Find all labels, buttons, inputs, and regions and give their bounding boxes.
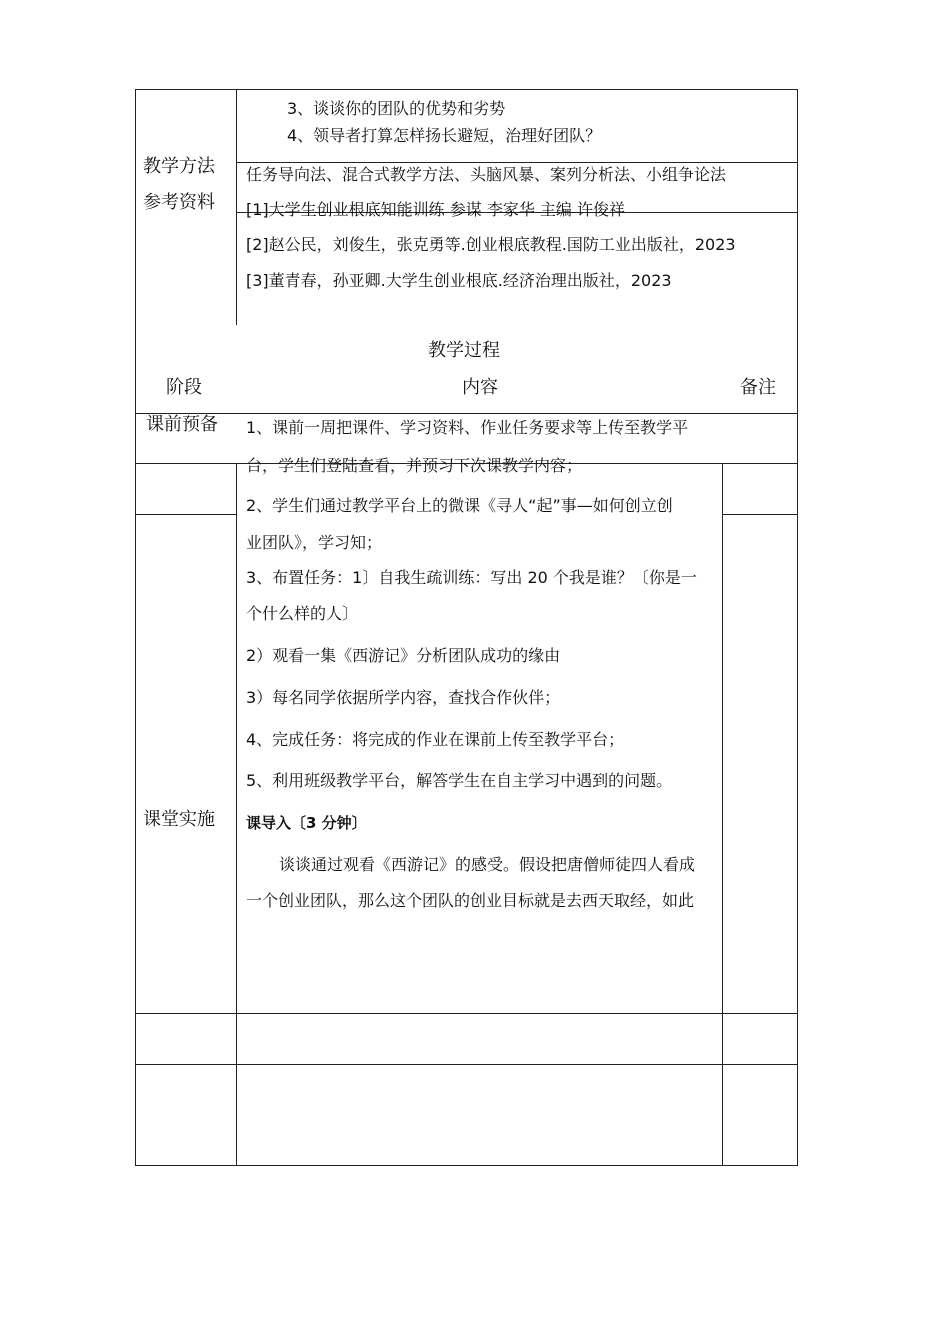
pre-class-line: 3）每名同学依据所学内容，查找合作伙伴； [246, 688, 561, 707]
method-value: 任务导向法、混合式教学方法、头脑风暴、案列分析法、小组争论法 [246, 165, 727, 184]
column-divider-note [722, 463, 723, 1166]
table-border-bottom [135, 1165, 798, 1166]
column-divider-label [236, 89, 237, 325]
reference-item: [3]董青春，孙亚卿.大学生创业根底.经济治理出版社，2023 [246, 271, 672, 290]
row-divider [135, 514, 237, 515]
table-border-right [797, 89, 798, 1166]
pre-class-line: 2、学生们通过教学平台上的微课《寻人“起”事—如何创立创 [246, 496, 673, 515]
in-class-label: 课堂实施 [143, 809, 215, 830]
pre-class-line: 1、课前一周把课件、学习资料、作业任务要求等上传至教学平 [246, 418, 689, 437]
pre-class-line: 4、完成任务：将完成的作业在课前上传至教学平台； [246, 730, 625, 749]
method-label: 教学方法 [143, 156, 215, 177]
pre-class-line: 台，学生们登陆查看，并预习下次课教学内容； [246, 456, 583, 475]
column-divider-label [236, 463, 237, 1166]
row-divider [135, 89, 798, 90]
references-label: 参考资料 [143, 192, 215, 213]
row-divider [236, 162, 798, 163]
reference-item: [1]大学生创业根底知能训练 参谋 李家华 主编 许俊祥 [246, 200, 626, 219]
pre-class-line: 2）观看一集《西游记》分析团队成功的缘由 [246, 646, 561, 665]
row-divider [135, 413, 798, 414]
pre-class-line: 业团队》，学习知； [246, 533, 383, 552]
table-border-left [135, 89, 136, 1166]
objective-item: 3、谈谈你的团队的优势和劣势 [287, 99, 506, 118]
in-class-line: 谈谈通过观看《西游记》的感受。假设把唐僧师徒四人看成 [279, 855, 696, 874]
row-divider [135, 1013, 798, 1014]
process-title: 教学过程 [428, 340, 500, 361]
pre-class-line: 3、布置任务：1〕自我生疏训练：写出 20 个我是谁？〔你是一 [246, 568, 697, 587]
row-divider [135, 1064, 798, 1065]
objective-item: 4、领导者打算怎样扬长避短，治理好团队？ [287, 126, 602, 145]
in-class-heading: 课导入〔3 分钟〕 [246, 814, 367, 832]
pre-class-line: 个什么样的人〕 [246, 604, 359, 623]
column-header-note: 备注 [740, 377, 776, 398]
pre-class-line: 5、利用班级教学平台，解答学生在自主学习中遇到的问题。 [246, 771, 673, 790]
row-divider [722, 514, 798, 515]
reference-item: [2]赵公民，刘俊生，张克勇等.创业根底教程.国防工业出版社，2023 [246, 235, 736, 254]
pre-class-label: 课前预备 [146, 414, 218, 435]
column-header-content: 内容 [462, 377, 498, 398]
in-class-line: 一个创业团队，那么这个团队的创业目标就是去西天取经，如此 [246, 891, 695, 910]
column-header-stage: 阶段 [166, 377, 202, 398]
